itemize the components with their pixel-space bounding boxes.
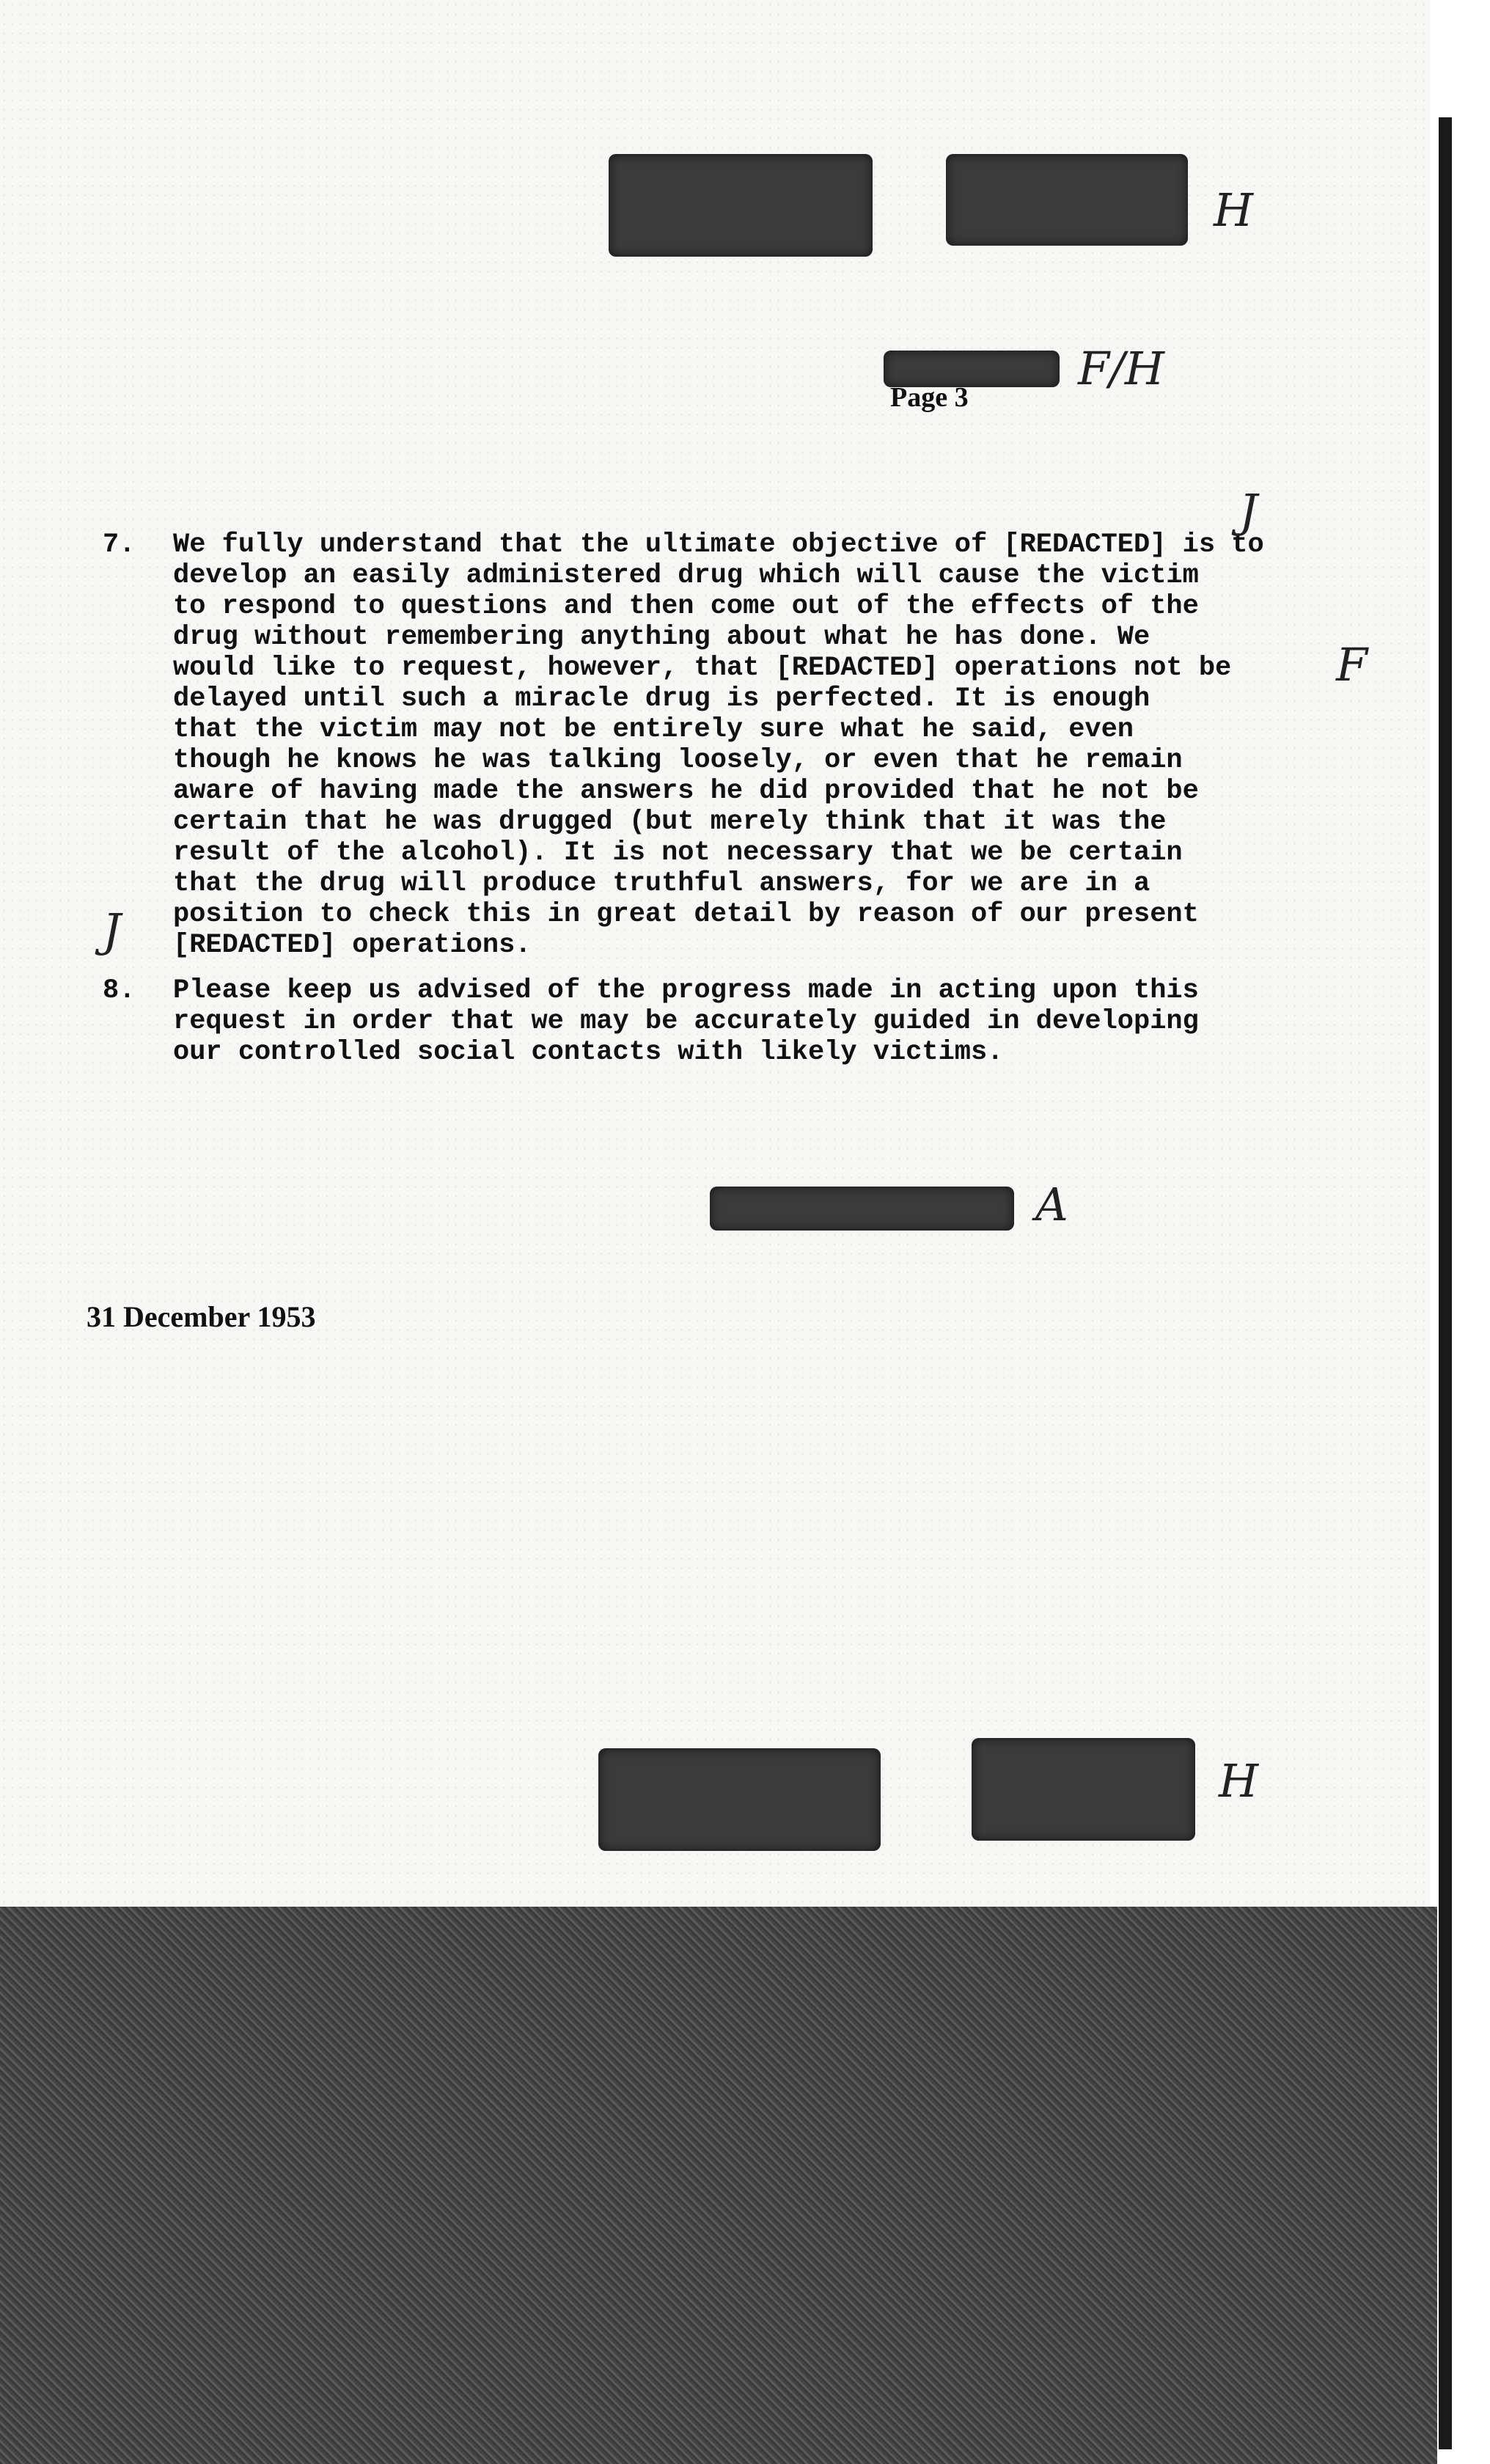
signature-redaction: [710, 1187, 1014, 1231]
paragraph-number: 8.: [103, 975, 136, 1006]
paragraph-text: Please keep us advised of the progress made in acting upon this request in order that we may be accurately guided in developing our controlled social contacts with likely victims.: [173, 975, 1199, 1068]
redaction-block: [946, 154, 1188, 246]
redaction-block: [609, 154, 873, 257]
page-number: Page 3: [890, 382, 969, 413]
margin-mark-h-bottom: H: [1219, 1754, 1259, 1808]
margin-mark-j: J: [1239, 484, 1258, 538]
margin-mark-a: A: [1035, 1178, 1068, 1231]
margin-mark-j-left: J: [103, 903, 121, 957]
scan-background: [0, 1907, 1437, 2464]
margin-mark-h-top: H: [1214, 183, 1254, 237]
page-edge: [1439, 117, 1452, 2449]
margin-mark-fh: F/H: [1078, 342, 1164, 395]
paragraph-text: We fully understand that the ultimate objective of [REDACTED] is to develop an easily administered drug which will cause the victim to respond to questions and then come out of the effects of the drug without remembering anything about what he has done. We would like to request, however, that [REDACTED] operations not be delayed until such a miracle drug is perfected. It is enough that the victim may not be entirely sure what he said, even though he knows he was talking loosely, or even that he remain aware of having made the answers he did provided that he not be certain that he was drugged (but merely think that it was the result of the alcohol). It is not necessary that we be certain that the drug will produce truthful answers, for we are in a position to check this in great detail by reason of our present [REDACTED] operations.: [173, 529, 1264, 961]
paragraph-8: [103, 975, 1342, 1068]
redaction-block: [972, 1738, 1195, 1841]
redaction-block: [598, 1748, 881, 1851]
document-date: 31 December 1953: [87, 1300, 316, 1333]
paragraph-7: [103, 529, 1342, 961]
margin-mark-f: F: [1336, 638, 1368, 692]
paragraph-number: 7.: [103, 529, 136, 560]
